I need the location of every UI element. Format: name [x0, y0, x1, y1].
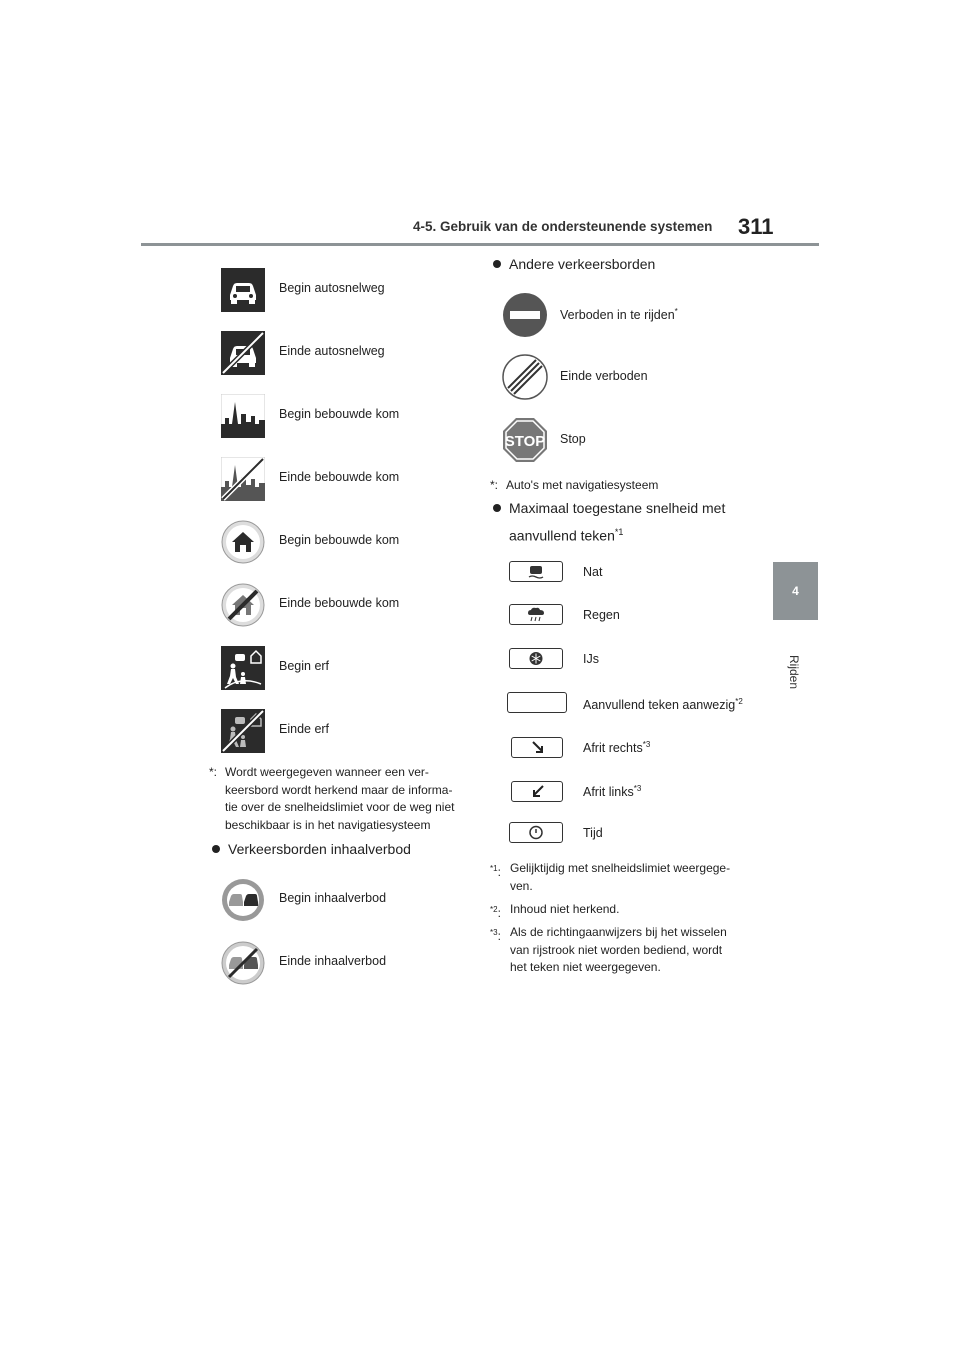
section-heading-overtaking: Verkeersborden inhaalverbod	[212, 837, 472, 861]
sign-label: Regen	[583, 608, 620, 622]
sign-label: IJs	[583, 652, 599, 666]
footnote-marker: $^{*1}$:	[490, 864, 501, 879]
stop-sign-text: STOP	[504, 433, 546, 450]
arrow-down-left-icon	[511, 781, 563, 802]
bullet-icon	[212, 845, 220, 853]
sign-label: Einde autosnelweg	[279, 344, 385, 358]
blank-panel-icon	[507, 692, 567, 713]
footnote-marker: $^{*3}$:	[490, 928, 501, 943]
footnote-line: Gelijktijdig met snelheidslimiet weergege-	[510, 861, 731, 875]
city-skyline-slash-icon	[221, 457, 265, 501]
section-heading-speed: Maximaal toegestane snelheid met aanvullend teken$^{*1}$	[493, 496, 763, 544]
no-entry-icon	[502, 292, 548, 338]
footnote-marker: $^{*2}$:	[490, 905, 501, 920]
sign-label: Afrit rechts$^{*3}$	[583, 740, 651, 756]
section-heading-other: Andere verkeersborden	[493, 252, 753, 276]
sign-label: Verboden in te rijden*	[560, 307, 678, 323]
bullet-icon	[493, 260, 501, 268]
footnote-line: keersbord wordt herkend maar de informa-	[225, 782, 453, 797]
sign-label: Nat	[583, 565, 603, 579]
clock-icon	[509, 822, 563, 843]
footnote-line: Wordt weergegeven wanneer een ver-	[225, 765, 429, 779]
chapter-tab-label: Rijden	[787, 654, 801, 690]
footnote	[209, 764, 469, 836]
car-icon	[221, 268, 265, 312]
bullet-icon	[493, 504, 501, 512]
sign-label: Begin inhaalverbod	[279, 891, 387, 905]
house-circle-slash-icon	[221, 583, 265, 627]
footnote	[490, 477, 760, 495]
residential-zone-slash-icon	[221, 709, 265, 753]
no-overtaking-icon	[221, 878, 265, 922]
chapter-tab: 4	[773, 562, 818, 620]
sign-label: Tijd	[583, 826, 603, 840]
sign-label: Einde bebouwde kom	[279, 470, 400, 484]
footnote	[490, 860, 760, 896]
residential-zone-icon	[221, 646, 265, 690]
footnote-marker: *:	[209, 765, 218, 779]
footnote-line: het teken niet weergegeven.	[510, 960, 661, 974]
sign-label: Begin bebouwde kom	[279, 407, 400, 421]
sign-label: Begin bebouwde kom	[279, 533, 400, 547]
sign-label: Stop	[560, 432, 586, 446]
sign-label: Begin erf	[279, 659, 330, 673]
sign-label: Einde inhaalverbod	[279, 954, 387, 968]
footnote-line: Auto's met navigatiesysteem	[506, 478, 659, 492]
wet-road-icon	[509, 561, 563, 582]
sign-label: Einde erf	[279, 722, 330, 736]
footnote-marker: *:	[490, 478, 499, 492]
sign-label: Einde verboden	[560, 369, 648, 383]
footnote	[490, 924, 760, 978]
sign-label: Einde bebouwde kom	[279, 596, 400, 610]
house-circle-icon	[221, 520, 265, 564]
end-no-overtaking-icon	[221, 941, 265, 985]
footnote-line: Inhoud niet herkend.	[510, 902, 620, 916]
stop-sign-icon	[502, 417, 548, 463]
footnote-line: beschikbaar is in het navigatiesysteem	[225, 817, 431, 832]
arrow-down-right-icon	[511, 737, 563, 758]
end-restrictions-icon	[502, 354, 548, 400]
page-number: 311	[738, 214, 774, 239]
footnote	[490, 901, 760, 919]
section-title: 4-5. Gebruik van de ondersteunende systemen	[413, 219, 713, 234]
rain-cloud-icon	[509, 604, 563, 625]
footnote-line: Als de richtingaanwijzers bij het wisselen	[510, 925, 727, 939]
sign-label: Afrit links$^{*3}$	[583, 784, 642, 800]
city-skyline-icon	[221, 394, 265, 438]
car-slash-icon	[221, 331, 265, 375]
sign-label: Begin autosnelweg	[279, 281, 385, 295]
footnote-line: van rijstrook niet worden bediend, wordt	[510, 942, 723, 957]
footnote-line: ven.	[510, 878, 533, 893]
header-rule	[141, 243, 819, 246]
sign-label: Aanvullend teken aanwezig$^{*2}$	[583, 697, 743, 713]
snowflake-icon	[509, 648, 563, 669]
footnote-line: tie over de snelheidslimiet voor de weg niet	[225, 800, 455, 814]
